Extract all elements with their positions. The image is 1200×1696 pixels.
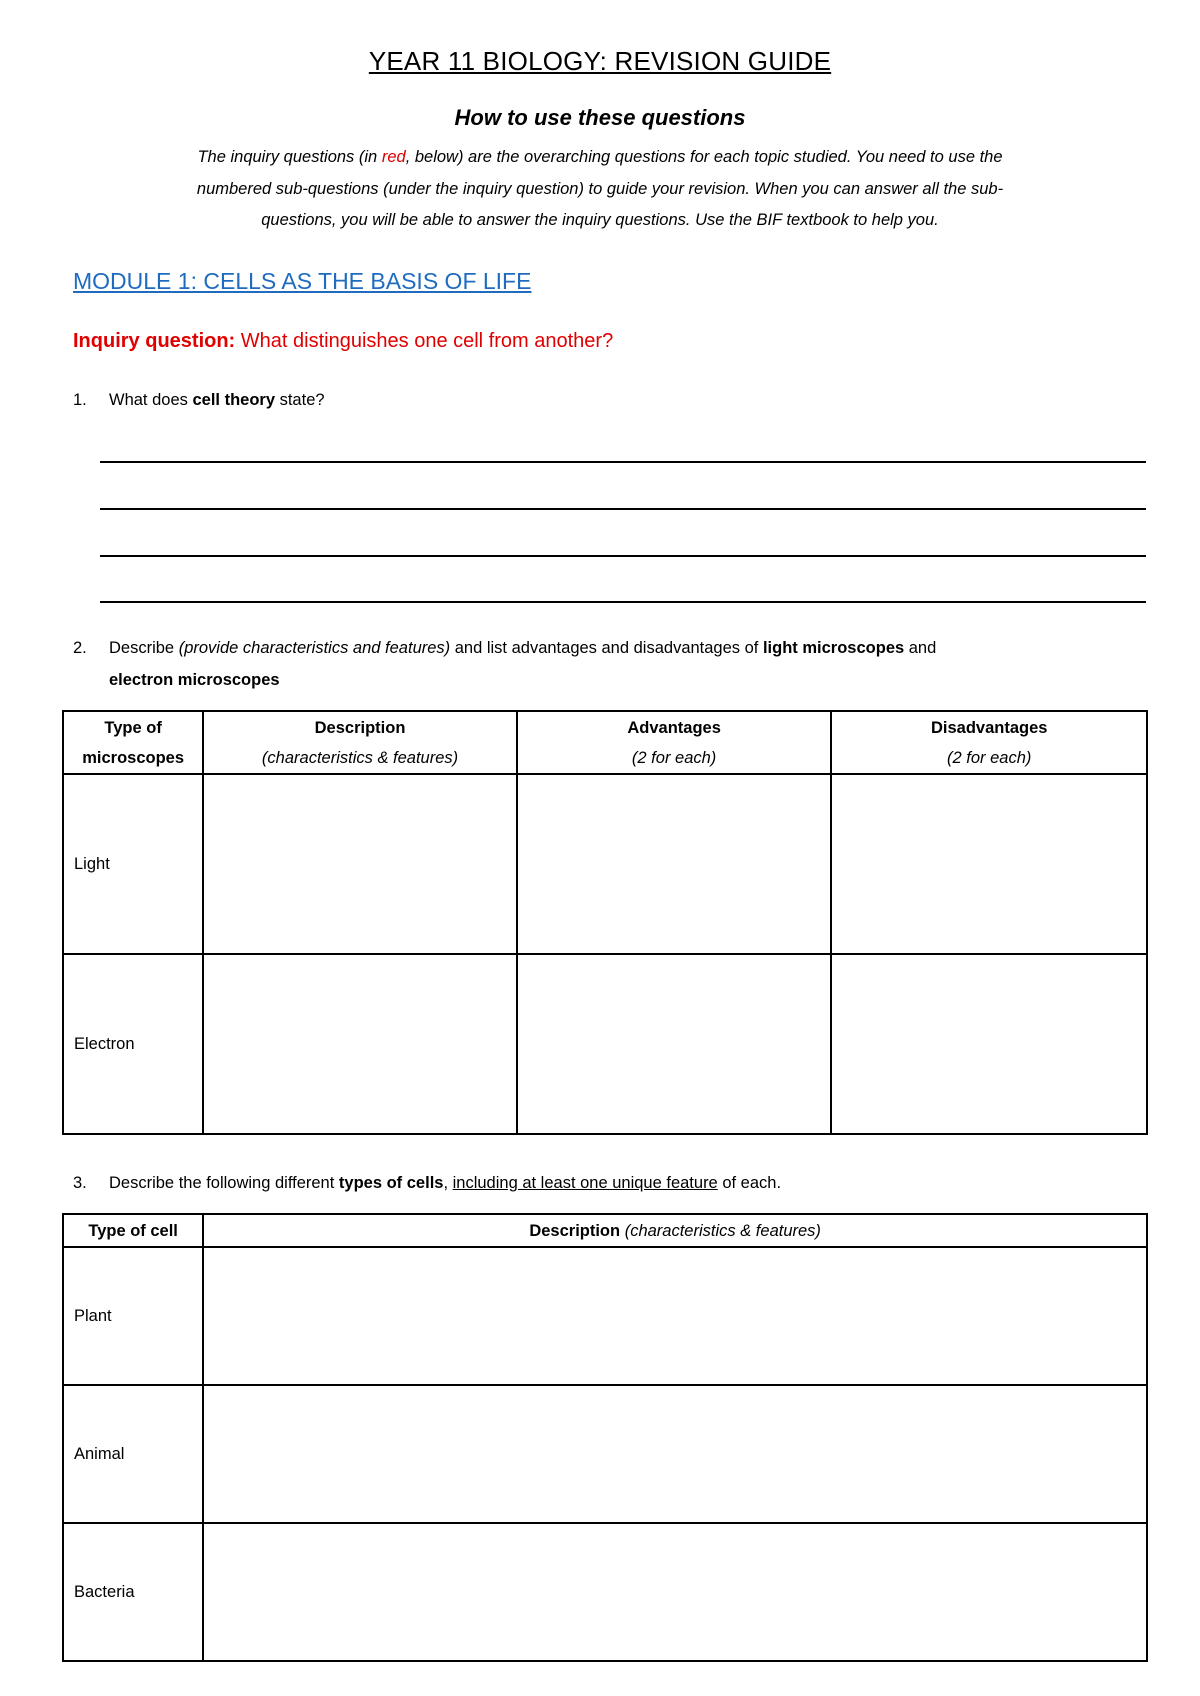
header-label: Advantages	[627, 718, 721, 737]
question-keyword: cell theory	[192, 391, 276, 409]
inquiry-label: Inquiry question:	[73, 330, 236, 352]
question-text: state?	[275, 391, 325, 409]
inquiry-text: What distinguishes one cell from another?	[235, 330, 614, 352]
answer-cell[interactable]	[517, 954, 832, 1134]
answer-line[interactable]	[100, 461, 1146, 463]
row-label-bacteria: Bacteria	[63, 1523, 203, 1661]
question-text: ,	[443, 1174, 453, 1192]
table-row	[63, 1385, 1147, 1523]
header-label: Type of cell	[88, 1221, 178, 1240]
intro-red-word: red	[381, 148, 406, 166]
answer-cell[interactable]	[203, 1523, 1147, 1661]
header-label: Type of microscopes	[82, 718, 185, 767]
header-note: (characteristics & features)	[261, 748, 459, 767]
question-text: What does	[109, 391, 193, 409]
question-number: 2.	[73, 639, 87, 657]
header-type-of-cell	[63, 1214, 203, 1247]
header-disadvantages	[831, 711, 1147, 774]
header-note: (2 for each)	[631, 748, 717, 767]
answer-cell[interactable]	[831, 954, 1147, 1134]
microscopes-table	[62, 710, 1148, 1135]
row-label-electron: Electron	[63, 954, 203, 1134]
intro-text: , below) are the overarching questions for each topic studied. You need to use the	[405, 148, 1003, 166]
question-1	[73, 385, 1113, 417]
question-emphasis: including at least one unique feature	[452, 1174, 718, 1192]
row-label-animal: Animal	[63, 1385, 203, 1523]
instructions-heading: How to use these questions	[454, 105, 746, 130]
question-number: 1.	[73, 391, 87, 409]
module-heading: MODULE 1: CELLS AS THE BASIS OF LIFE	[73, 268, 532, 294]
row-label-plant: Plant	[63, 1247, 203, 1385]
table-row	[63, 1247, 1147, 1385]
answer-line[interactable]	[100, 508, 1146, 510]
header-label: Description	[314, 718, 406, 737]
question-text: and	[904, 639, 937, 657]
intro-text: questions, you will be able to answer the inquiry questions. Use the BIF textbook to help you.	[261, 211, 939, 229]
instructions-paragraph	[100, 142, 1100, 237]
table-header-row	[63, 1214, 1147, 1247]
intro-text: The inquiry questions (in	[197, 148, 382, 166]
question-3	[73, 1168, 1113, 1200]
answer-cell[interactable]	[203, 774, 517, 954]
page-title: YEAR 11 BIOLOGY: REVISION GUIDE	[368, 46, 832, 76]
question-keyword: light microscopes	[762, 639, 905, 657]
question-text: and list advantages and disadvantages of	[450, 639, 763, 657]
header-label: Disadvantages	[930, 718, 1048, 737]
table-header-row	[63, 711, 1147, 774]
answer-cell[interactable]	[203, 1247, 1147, 1385]
header-label: Description	[529, 1221, 621, 1240]
answer-cell[interactable]	[203, 954, 517, 1134]
question-text: of each.	[717, 1174, 782, 1192]
answer-cell[interactable]	[203, 1385, 1147, 1523]
question-text: Describe	[109, 639, 179, 657]
cell-types-table	[62, 1213, 1148, 1662]
header-note: (2 for each)	[947, 748, 1032, 767]
answer-line[interactable]	[100, 601, 1146, 603]
table-row	[63, 774, 1147, 954]
header-advantages	[517, 711, 832, 774]
table-row	[63, 1523, 1147, 1661]
header-note: (characteristics & features)	[620, 1221, 821, 1240]
question-note: (provide characteristics and features)	[178, 639, 451, 657]
answer-cell[interactable]	[831, 774, 1147, 954]
question-text: Describe the following different	[109, 1174, 339, 1192]
header-type-of-microscopes	[63, 711, 203, 774]
header-description	[203, 711, 517, 774]
intro-text: numbered sub-questions (under the inquiry question) to guide your revision. When you can answer all the sub-	[196, 179, 1004, 198]
header-description	[203, 1214, 1147, 1247]
answer-line[interactable]	[100, 555, 1146, 557]
question-keyword: types of cells	[338, 1174, 444, 1192]
inquiry-question	[73, 330, 613, 353]
question-2	[73, 633, 1113, 696]
question-number: 3.	[73, 1174, 87, 1192]
answer-cell[interactable]	[517, 774, 832, 954]
table-row	[63, 954, 1147, 1134]
row-label-light: Light	[63, 774, 203, 954]
question-keyword: electron microscopes	[109, 670, 280, 689]
